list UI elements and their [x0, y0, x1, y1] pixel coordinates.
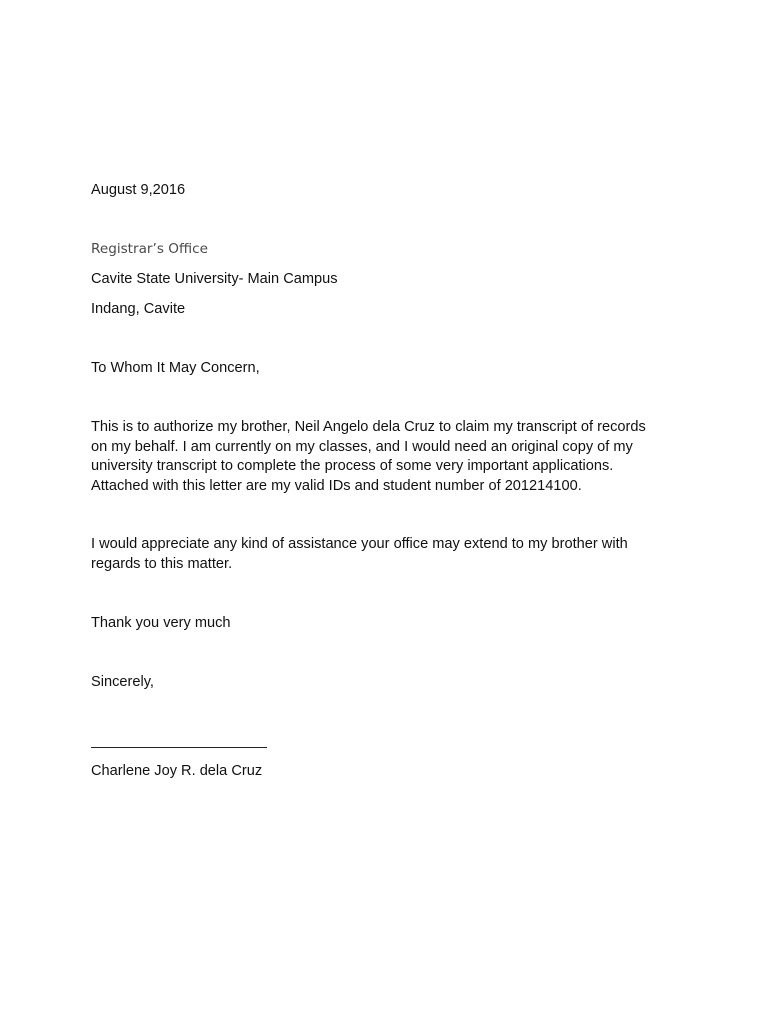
thank-you-line: Thank you very much — [91, 615, 231, 631]
paragraph-line: Attached with this letter are my valid IDs and student number of 201214100. — [91, 477, 582, 494]
signatory-name: Charlene Joy R. dela Cruz — [91, 763, 263, 779]
recipient-office: Registrar’s Office — [91, 241, 208, 257]
paragraph-line: regards to this matter. — [91, 555, 233, 572]
letter-date: August 9,2016 — [91, 182, 186, 198]
signature-line — [91, 747, 267, 748]
paragraph-line: university transcript to complete the process of some very important applications. — [91, 458, 614, 474]
appreciation-paragraph — [91, 535, 691, 574]
recipient-location: Indang, Cavite — [91, 301, 186, 317]
authorization-paragraph — [91, 418, 691, 496]
paragraph-line: I would appreciate any kind of assistance your office may extend to my brother with — [91, 536, 628, 552]
recipient-university: Cavite State University- Main Campus — [91, 271, 338, 287]
closing-line: Sincerely, — [91, 674, 154, 690]
paragraph-line: on my behalf. I am currently on my classes, and I would need an original copy of my — [91, 438, 633, 455]
paragraph-line: This is to authorize my brother, Neil Angelo dela Cruz to claim my transcript of records — [91, 419, 646, 435]
salutation: To Whom It May Concern, — [91, 360, 260, 376]
